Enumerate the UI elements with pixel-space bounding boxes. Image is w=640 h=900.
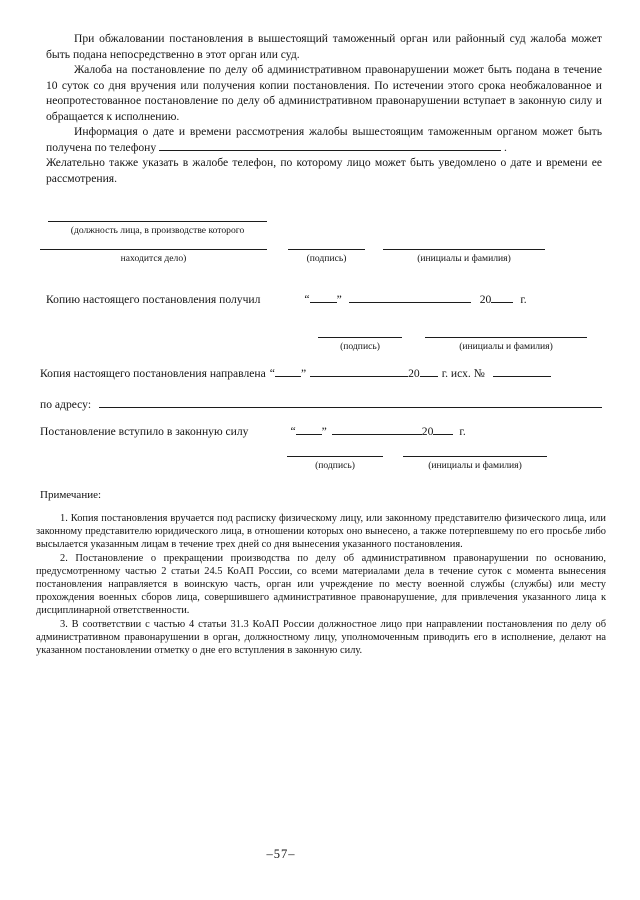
officer-title-line-2 bbox=[40, 249, 267, 250]
initials-label-1: (инициалы и фамилия) bbox=[417, 253, 511, 264]
year-suffix: г. bbox=[459, 425, 466, 438]
initials-label-2: (инициалы и фамилия) bbox=[459, 341, 553, 352]
year-blank bbox=[420, 366, 438, 377]
address-label: по адресу: bbox=[40, 398, 92, 411]
year-prefix: 20 bbox=[479, 293, 492, 306]
outgoing-ref-label: г. исх. № bbox=[441, 367, 485, 380]
year-prefix: 20 bbox=[421, 425, 434, 438]
address-blank-line bbox=[99, 397, 602, 408]
phone-blank-line bbox=[159, 140, 501, 151]
phone-info-period: . bbox=[503, 140, 507, 154]
month-blank bbox=[310, 366, 408, 377]
note-3: 3. В соответствии с частью 4 статьи 31.3 КоАП России должностное лицо при направлении постановления по делу об административном правонарушении в орган, должностному лицу, уполномоченным приводить его в исполнение, делают на указанном постановлении отметку о дне его вступления в законную силу. bbox=[36, 618, 606, 657]
copy-received-row bbox=[46, 292, 527, 307]
address-row bbox=[40, 397, 602, 412]
force-initials-line bbox=[403, 456, 547, 457]
entered-force-text: Постановление вступило в законную силу bbox=[40, 425, 249, 438]
force-signature-line bbox=[287, 456, 383, 457]
signature-label-3: (подпись) bbox=[315, 460, 355, 471]
phone-info-text: Информация о дате и времени рассмотрения жалобы вышестоящим таможенным органом может быть получена по телефону bbox=[46, 125, 602, 154]
officer-initials-line bbox=[383, 249, 545, 250]
copy-sent-row bbox=[40, 366, 551, 381]
paragraph-phone-advice: Желательно также указать в жалобе телефон, по которому лицо может быть уведомлено о дате и времени ее рассмотрения. bbox=[46, 156, 602, 185]
received-initials-line bbox=[425, 337, 587, 338]
day-blank bbox=[296, 424, 322, 435]
quote-open: “ bbox=[269, 367, 275, 380]
entered-force-row bbox=[40, 424, 466, 439]
year-prefix: 20 bbox=[408, 367, 420, 380]
day-blank bbox=[275, 366, 301, 377]
note-1: 1. Копия постановления вручается под расписку физическому лицу, или законному представителю физического лица, или законному представителю юридического лица, в отношении которых оно вынесено, а также потерпевшему по его просьбе либо высылается указанным лицам в течение трех дней со дня вынесения указанного постановления. bbox=[36, 513, 606, 551]
initials-label-3: (инициалы и фамилия) bbox=[428, 460, 522, 471]
quote-open: “ bbox=[304, 293, 310, 306]
paragraph-phone-info bbox=[46, 124, 602, 155]
received-signature-line bbox=[318, 337, 402, 338]
copy-received-text: Копию настоящего постановления получил bbox=[46, 293, 261, 306]
paragraph-complaint-term: Жалоба на постановление по делу об административном правонарушении может быть подана в течение 10 суток со дня вручения или получения копии постановления. По истечении этого срока необжалованное и неопротестованное постановление по делу об административном правонарушении вступает в законную силу и обращается к исполнению. bbox=[46, 63, 602, 123]
month-blank bbox=[349, 292, 471, 303]
officer-caption-line2: находится дело) bbox=[120, 253, 187, 264]
intro-paragraphs bbox=[46, 31, 602, 186]
quote-close: ” bbox=[300, 367, 307, 380]
copy-sent-text: Копия настоящего постановления направлена bbox=[40, 367, 266, 380]
quote-open: “ bbox=[290, 425, 296, 438]
signature-label-2: (подпись) bbox=[340, 341, 380, 352]
year-suffix: г. bbox=[520, 293, 527, 306]
paragraph-appeal-route: При обжаловании постановления в вышестоящий таможенный орган или районный суд жалоба может быть подана непосредственно в этот орган или суд. bbox=[46, 32, 602, 61]
signature-label-1: (подпись) bbox=[306, 253, 347, 264]
quote-close: ” bbox=[336, 293, 342, 306]
notes-block bbox=[36, 512, 606, 657]
page-number: –57– bbox=[266, 847, 296, 861]
officer-title-line bbox=[48, 221, 267, 222]
day-blank bbox=[310, 292, 337, 303]
officer-signature-line bbox=[288, 249, 365, 250]
year-blank bbox=[433, 424, 453, 435]
note-title: Примечание: bbox=[40, 489, 102, 501]
note-2: 2. Постановление о прекращении производства по делу об административном правонарушении по основанию, предусмотренному частью 2 статьи 24.5 КоАП России, со всеми материалами дела в течение суток с момента вынесения постановления направляется в воинскую часть, орган или учреждение по месту военной службы (службы) или месту прохождения военных сборов лица, совершившего административное правонарушение, для привлечения указанного лица к дисциплинарной ответственности. bbox=[36, 552, 606, 617]
year-blank bbox=[491, 292, 513, 303]
month-blank bbox=[332, 424, 422, 435]
quote-close: ” bbox=[321, 425, 327, 438]
officer-caption-line1: (должность лица, в производстве которого bbox=[70, 225, 245, 236]
outgoing-number-blank bbox=[493, 366, 551, 377]
